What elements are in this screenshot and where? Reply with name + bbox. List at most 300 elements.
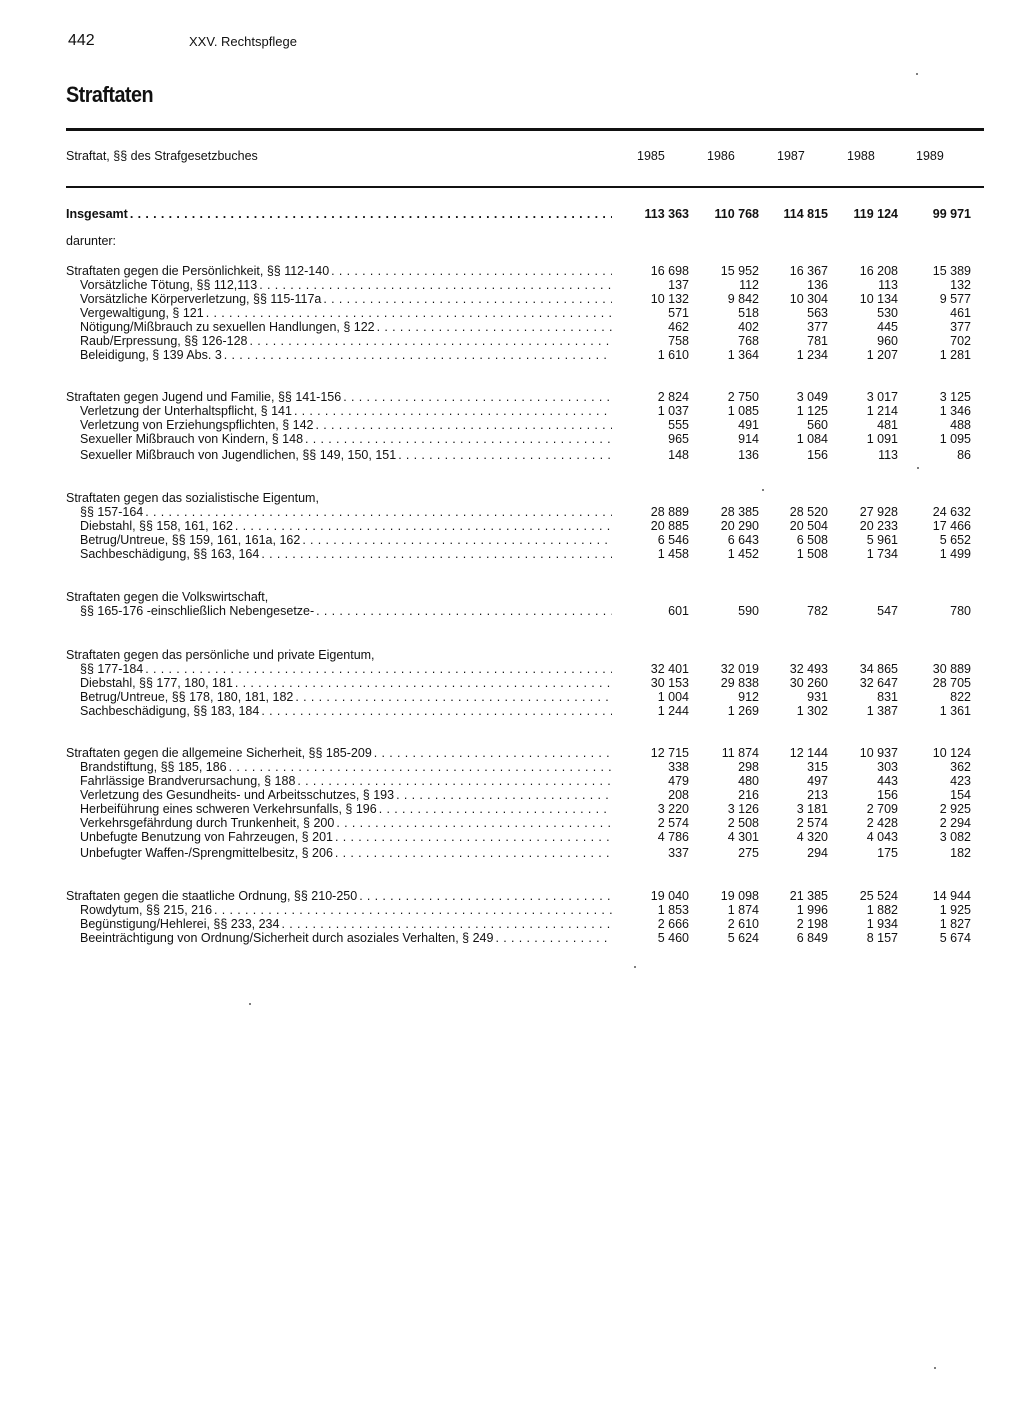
cell-1989: 3 082	[939, 830, 971, 844]
cell-1987: 4 320	[796, 830, 828, 844]
cell-1986	[689, 648, 759, 662]
cell-1986: 29 838	[720, 676, 759, 690]
table-row	[0, 830, 1024, 844]
cell-1988: 119 124	[853, 207, 898, 221]
cell-1985: 2 824	[657, 390, 689, 404]
cell-1987: 2 574	[796, 816, 828, 830]
cell-1987: 20 504	[789, 519, 828, 533]
cell-1988: 8 157	[866, 931, 898, 945]
table-row	[0, 448, 1024, 462]
row-label	[66, 491, 612, 505]
cell-1986: 136	[738, 448, 759, 462]
chapter-heading: XXV. Rechtspflege	[189, 34, 297, 49]
cell-1989: 377	[950, 320, 971, 334]
cell-1987: 497	[807, 774, 828, 788]
cell-1988: 303	[877, 760, 898, 774]
cell-1987	[758, 234, 828, 248]
cell-1985: 1 458	[657, 547, 689, 561]
cell-1988: 1 387	[866, 704, 898, 718]
cell-1989: 1 499	[939, 547, 971, 561]
cell-1986: 11 874	[721, 746, 759, 760]
row-label-text: Straftaten gegen das persönliche und private Eigentum,	[66, 648, 375, 662]
cell-1987: 30 260	[789, 676, 828, 690]
cell-1988: 5 961	[866, 533, 898, 547]
row-label-text: Sexueller Mißbrauch von Jugendlichen, §§ 149, 150, 151	[80, 448, 397, 462]
cell-1989: 5 674	[939, 931, 971, 945]
cell-1985: 113 363	[644, 207, 689, 221]
table-row	[0, 278, 1024, 292]
cell-1986: 480	[738, 774, 759, 788]
cell-1986: 768	[738, 334, 759, 348]
row-label	[80, 846, 612, 860]
cell-1987: 32 493	[789, 662, 828, 676]
table-row	[0, 760, 1024, 774]
cell-1989: 488	[950, 418, 971, 432]
row-label-text: Unbefugter Waffen-/Sprengmittelbesitz, § 206	[80, 846, 333, 860]
table-row	[0, 604, 1024, 618]
row-label-text: Brandstiftung, §§ 185, 186	[80, 760, 227, 774]
row-label	[80, 533, 612, 547]
header-rule	[66, 186, 984, 188]
table-row	[0, 348, 1024, 362]
scan-speck	[917, 467, 919, 469]
cell-1989: 132	[950, 278, 971, 292]
cell-1987: 377	[807, 320, 828, 334]
cell-1985	[619, 648, 689, 662]
cell-1989: 1 925	[939, 903, 971, 917]
table-row	[0, 648, 1024, 662]
cell-1985: 12 715	[650, 746, 689, 760]
cell-1988: 25 524	[859, 889, 898, 903]
cell-1989: 1 095	[939, 432, 971, 446]
cell-1988: 481	[877, 418, 898, 432]
table-row	[0, 690, 1024, 704]
scan-speck	[916, 73, 918, 75]
cell-1986: 112	[739, 278, 759, 292]
row-label	[80, 802, 612, 816]
cell-1988: 3 017	[866, 390, 898, 404]
cell-1988: 530	[877, 306, 898, 320]
cell-1989	[901, 491, 971, 505]
table-row	[0, 889, 1024, 903]
cell-1986: 2 750	[727, 390, 759, 404]
row-label	[80, 760, 612, 774]
row-label	[80, 774, 612, 788]
cell-1987	[758, 648, 828, 662]
row-label	[80, 334, 612, 348]
table-row	[0, 903, 1024, 917]
cell-1987: 1 302	[796, 704, 828, 718]
cell-1985: 1 244	[657, 704, 689, 718]
row-label	[80, 278, 612, 292]
row-label-text: Straftaten gegen die staatliche Ordnung, §§ 210-250	[66, 889, 358, 903]
cell-1987: 16 367	[789, 264, 828, 278]
table-row	[0, 931, 1024, 945]
year-header-1988: 1988	[847, 149, 875, 163]
row-label	[66, 889, 612, 903]
row-label	[80, 404, 612, 418]
cell-1988: 156	[877, 788, 898, 802]
row-label-text: Sexueller Mißbrauch von Kindern, § 148	[80, 432, 304, 446]
cell-1987	[758, 590, 828, 604]
cell-1988: 445	[877, 320, 898, 334]
cell-1988: 175	[877, 846, 898, 860]
row-label-text: Straftaten gegen das sozialistische Eigentum,	[66, 491, 319, 505]
row-label-text: Betrug/Untreue, §§ 178, 180, 181, 182	[80, 690, 294, 704]
row-label-text: Nötigung/Mißbrauch zu sexuellen Handlungen, § 122	[80, 320, 375, 334]
row-label-text: Insgesamt	[66, 207, 128, 221]
cell-1989: 2 925	[939, 802, 971, 816]
row-label	[66, 264, 612, 278]
cell-1989: 780	[950, 604, 971, 618]
cell-1989: 5 652	[939, 533, 971, 547]
cell-1985: 2 666	[657, 917, 689, 931]
cell-1988	[828, 648, 898, 662]
cell-1987: 560	[807, 418, 828, 432]
cell-1988: 4 043	[866, 830, 898, 844]
row-label	[80, 690, 612, 704]
row-label	[80, 816, 612, 830]
cell-1986: 402	[738, 320, 759, 334]
table-row	[0, 390, 1024, 404]
year-header-1985: 1985	[637, 149, 665, 163]
table-row	[0, 917, 1024, 931]
cell-1987: 6 849	[796, 931, 828, 945]
cell-1988: 1 214	[866, 404, 898, 418]
cell-1989: 15 389	[932, 264, 971, 278]
cell-1986: 216	[738, 788, 759, 802]
cell-1986: 275	[738, 846, 759, 860]
cell-1988: 1 091	[866, 432, 898, 446]
table-row	[0, 418, 1024, 432]
cell-1989: 3 125	[939, 390, 971, 404]
scan-speck	[762, 489, 764, 491]
cell-1986: 4 301	[727, 830, 759, 844]
table-row	[0, 432, 1024, 446]
cell-1985: 965	[668, 432, 689, 446]
table-row	[0, 533, 1024, 547]
table-row	[0, 676, 1024, 690]
cell-1986: 2 610	[727, 917, 759, 931]
row-label	[80, 830, 612, 844]
row-label-text: darunter:	[66, 234, 117, 248]
cell-1988: 1 934	[866, 917, 898, 931]
scan-speck	[249, 1003, 251, 1005]
row-label-text: Fahrlässige Brandverursachung, § 188	[80, 774, 296, 788]
cell-1985: 10 132	[650, 292, 689, 306]
cell-1987: 114 815	[783, 207, 828, 221]
cell-1988: 547	[877, 604, 898, 618]
cell-1987: 563	[807, 306, 828, 320]
cell-1988: 34 865	[859, 662, 898, 676]
cell-1986: 518	[738, 306, 759, 320]
cell-1989	[901, 590, 971, 604]
cell-1988: 27 928	[859, 505, 898, 519]
cell-1986: 110 768	[714, 207, 759, 221]
row-label	[66, 648, 612, 662]
cell-1987: 2 198	[796, 917, 828, 931]
table-row	[0, 404, 1024, 418]
cell-1988: 2 428	[866, 816, 898, 830]
cell-1986: 590	[738, 604, 759, 618]
cell-1986: 1 452	[727, 547, 759, 561]
row-label	[80, 917, 612, 931]
cell-1988: 1 882	[866, 903, 898, 917]
row-label-text: Begünstigung/Hehlerei, §§ 233, 234	[80, 917, 280, 931]
cell-1989: 423	[950, 774, 971, 788]
cell-1987: 12 144	[789, 746, 828, 760]
cell-1986: 1 364	[727, 348, 759, 362]
row-label-text: Raub/Erpressung, §§ 126-128	[80, 334, 248, 348]
row-label	[80, 704, 612, 718]
cell-1988: 16 208	[859, 264, 898, 278]
cell-1989: 1 281	[939, 348, 971, 362]
cell-1987: 6 508	[796, 533, 828, 547]
row-label	[80, 931, 612, 945]
cell-1987: 21 385	[789, 889, 828, 903]
cell-1987: 294	[807, 846, 828, 860]
row-label	[80, 348, 612, 362]
cell-1985: 337	[668, 846, 689, 860]
top-rule	[66, 128, 984, 131]
row-label-text: Verletzung des Gesundheits- und Arbeitsschutzes, § 193	[80, 788, 395, 802]
cell-1986: 1 085	[727, 404, 759, 418]
scan-speck	[634, 966, 636, 968]
table-row	[0, 334, 1024, 348]
table-row	[0, 320, 1024, 334]
row-label	[80, 432, 612, 446]
row-label	[66, 390, 612, 404]
row-label	[80, 448, 612, 462]
cell-1985	[619, 491, 689, 505]
table-row	[0, 306, 1024, 320]
row-label-text: Verletzung von Erziehungspflichten, § 142	[80, 418, 314, 432]
cell-1989: 2 294	[939, 816, 971, 830]
year-header-1989: 1989	[916, 149, 944, 163]
cell-1988	[828, 491, 898, 505]
cell-1988	[828, 234, 898, 248]
cell-1986: 298	[738, 760, 759, 774]
row-label	[66, 746, 612, 760]
cell-1989: 1 361	[939, 704, 971, 718]
cell-1988: 20 233	[859, 519, 898, 533]
row-label	[80, 676, 612, 690]
cell-1987: 781	[807, 334, 828, 348]
cell-1989: 1 346	[939, 404, 971, 418]
cell-1986: 5 624	[727, 931, 759, 945]
cell-1985: 1 853	[657, 903, 689, 917]
table-row	[0, 292, 1024, 306]
row-label-text: Vorsätzliche Tötung, §§ 112,113	[80, 278, 258, 292]
cell-1989: 154	[950, 788, 971, 802]
cell-1989: 822	[950, 690, 971, 704]
cell-1988: 960	[877, 334, 898, 348]
row-label-text: Betrug/Untreue, §§ 159, 161, 161a, 162	[80, 533, 301, 547]
cell-1985: 1 037	[657, 404, 689, 418]
row-label-text: §§ 157-164	[80, 505, 144, 519]
cell-1988: 1 734	[866, 547, 898, 561]
row-label	[80, 519, 612, 533]
row-label-text: Verkehrsgefährdung durch Trunkenheit, § 200	[80, 816, 335, 830]
row-label	[80, 903, 612, 917]
table-row	[0, 662, 1024, 676]
table-row	[0, 519, 1024, 533]
row-label	[80, 418, 612, 432]
row-label-text: Straftaten gegen die Persönlichkeit, §§ 112-140	[66, 264, 330, 278]
cell-1986: 912	[738, 690, 759, 704]
cell-1985: 4 786	[657, 830, 689, 844]
cell-1986: 28 385	[720, 505, 759, 519]
row-label-text: Sachbeschädigung, §§ 183, 184	[80, 704, 260, 718]
cell-1985: 601	[668, 604, 689, 618]
table-row	[0, 788, 1024, 802]
table-row	[0, 491, 1024, 505]
scan-speck	[934, 1367, 936, 1369]
cell-1988: 10 937	[859, 746, 898, 760]
cell-1986: 6 643	[727, 533, 759, 547]
cell-1987: 1 508	[796, 547, 828, 561]
cell-1989: 17 466	[932, 519, 971, 533]
table-label-header: Straftat, §§ des Strafgesetzbuches	[66, 149, 258, 163]
cell-1989: 24 632	[932, 505, 971, 519]
cell-1985: 1 610	[657, 348, 689, 362]
cell-1985: 555	[668, 418, 689, 432]
cell-1986	[689, 590, 759, 604]
row-label-text: Beleidigung, § 139 Abs. 3	[80, 348, 222, 362]
cell-1988: 10 134	[859, 292, 898, 306]
cell-1988: 32 647	[859, 676, 898, 690]
table-row	[0, 590, 1024, 604]
table-row	[0, 264, 1024, 278]
row-label	[66, 207, 612, 221]
cell-1985: 338	[668, 760, 689, 774]
cell-1986: 9 842	[727, 292, 759, 306]
row-label-text: Beeinträchtigung von Ordnung/Sicherheit durch asoziales Verhalten, § 249	[80, 931, 494, 945]
cell-1989	[901, 234, 971, 248]
cell-1987: 1 996	[796, 903, 828, 917]
cell-1986: 19 098	[720, 889, 759, 903]
cell-1986: 3 126	[727, 802, 759, 816]
cell-1985: 1 004	[657, 690, 689, 704]
cell-1989: 461	[950, 306, 971, 320]
cell-1985: 137	[668, 278, 689, 292]
row-label-text: Diebstahl, §§ 158, 161, 162	[80, 519, 233, 533]
cell-1986: 32 019	[720, 662, 759, 676]
cell-1987: 1 125	[796, 404, 828, 418]
row-label-text: Diebstahl, §§ 177, 180, 181	[80, 676, 233, 690]
row-label	[80, 505, 612, 519]
page-title: Straftaten	[66, 82, 154, 107]
table-row	[0, 547, 1024, 561]
table-row	[0, 774, 1024, 788]
row-label-text: Rowdytum, §§ 215, 216	[80, 903, 213, 917]
cell-1987: 315	[807, 760, 828, 774]
cell-1989: 9 577	[939, 292, 971, 306]
row-label-text: Verletzung der Unterhaltspflicht, § 141	[80, 404, 292, 418]
row-label-text: Vorsätzliche Körperverletzung, §§ 115-117a	[80, 292, 322, 306]
cell-1988	[828, 590, 898, 604]
cell-1985: 28 889	[650, 505, 689, 519]
cell-1987: 28 520	[789, 505, 828, 519]
cell-1988: 1 207	[866, 348, 898, 362]
cell-1986	[689, 491, 759, 505]
cell-1987: 10 304	[789, 292, 828, 306]
table-row	[0, 846, 1024, 860]
cell-1985: 208	[668, 788, 689, 802]
cell-1985: 30 153	[650, 676, 689, 690]
cell-1985: 2 574	[657, 816, 689, 830]
row-label-text: Sachbeschädigung, §§ 163, 164	[80, 547, 260, 561]
cell-1985: 479	[668, 774, 689, 788]
cell-1985: 3 220	[657, 802, 689, 816]
row-label	[80, 547, 612, 561]
cell-1985: 5 460	[657, 931, 689, 945]
cell-1987: 136	[807, 278, 828, 292]
cell-1986: 914	[738, 432, 759, 446]
table-row	[0, 234, 1024, 248]
cell-1989: 702	[950, 334, 971, 348]
row-label	[80, 292, 612, 306]
cell-1989	[901, 648, 971, 662]
cell-1988: 113	[878, 448, 898, 462]
cell-1985: 571	[668, 306, 689, 320]
row-label	[80, 306, 612, 320]
cell-1985: 32 401	[650, 662, 689, 676]
row-label	[80, 320, 612, 334]
cell-1988: 831	[877, 690, 898, 704]
row-label	[80, 788, 612, 802]
cell-1985: 758	[668, 334, 689, 348]
page-number: 442	[68, 32, 95, 49]
cell-1989: 14 944	[932, 889, 971, 903]
cell-1985: 148	[668, 448, 689, 462]
cell-1989: 10 124	[932, 746, 971, 760]
row-label	[80, 662, 612, 676]
cell-1987: 1 084	[796, 432, 828, 446]
year-header-1987: 1987	[777, 149, 805, 163]
cell-1987: 782	[807, 604, 828, 618]
cell-1987: 3 181	[796, 802, 828, 816]
cell-1985	[619, 234, 689, 248]
cell-1988: 443	[877, 774, 898, 788]
cell-1987: 931	[807, 690, 828, 704]
row-label-text: Straftaten gegen die allgemeine Sicherheit, §§ 185-209	[66, 746, 372, 760]
cell-1986: 1 874	[727, 903, 759, 917]
table-row	[0, 746, 1024, 760]
cell-1989: 362	[950, 760, 971, 774]
row-label-text: Unbefugte Benutzung von Fahrzeugen, § 201	[80, 830, 333, 844]
cell-1989: 99 971	[932, 207, 971, 221]
cell-1986: 2 508	[727, 816, 759, 830]
cell-1986: 20 290	[720, 519, 759, 533]
table-row	[0, 505, 1024, 519]
cell-1989: 86	[957, 448, 971, 462]
cell-1987: 1 234	[796, 348, 828, 362]
cell-1989: 182	[950, 846, 971, 860]
cell-1986: 1 269	[727, 704, 759, 718]
row-label	[66, 590, 612, 604]
row-label-text: §§ 165-176 -einschließlich Nebengesetze-	[80, 604, 315, 618]
cell-1987: 156	[807, 448, 828, 462]
row-label-text: Vergewaltigung, § 121	[80, 306, 204, 320]
cell-1987	[758, 491, 828, 505]
cell-1988: 113	[878, 278, 898, 292]
cell-1985: 6 546	[657, 533, 689, 547]
cell-1987: 213	[807, 788, 828, 802]
table-row	[0, 816, 1024, 830]
cell-1985: 16 698	[650, 264, 689, 278]
cell-1986: 491	[738, 418, 759, 432]
